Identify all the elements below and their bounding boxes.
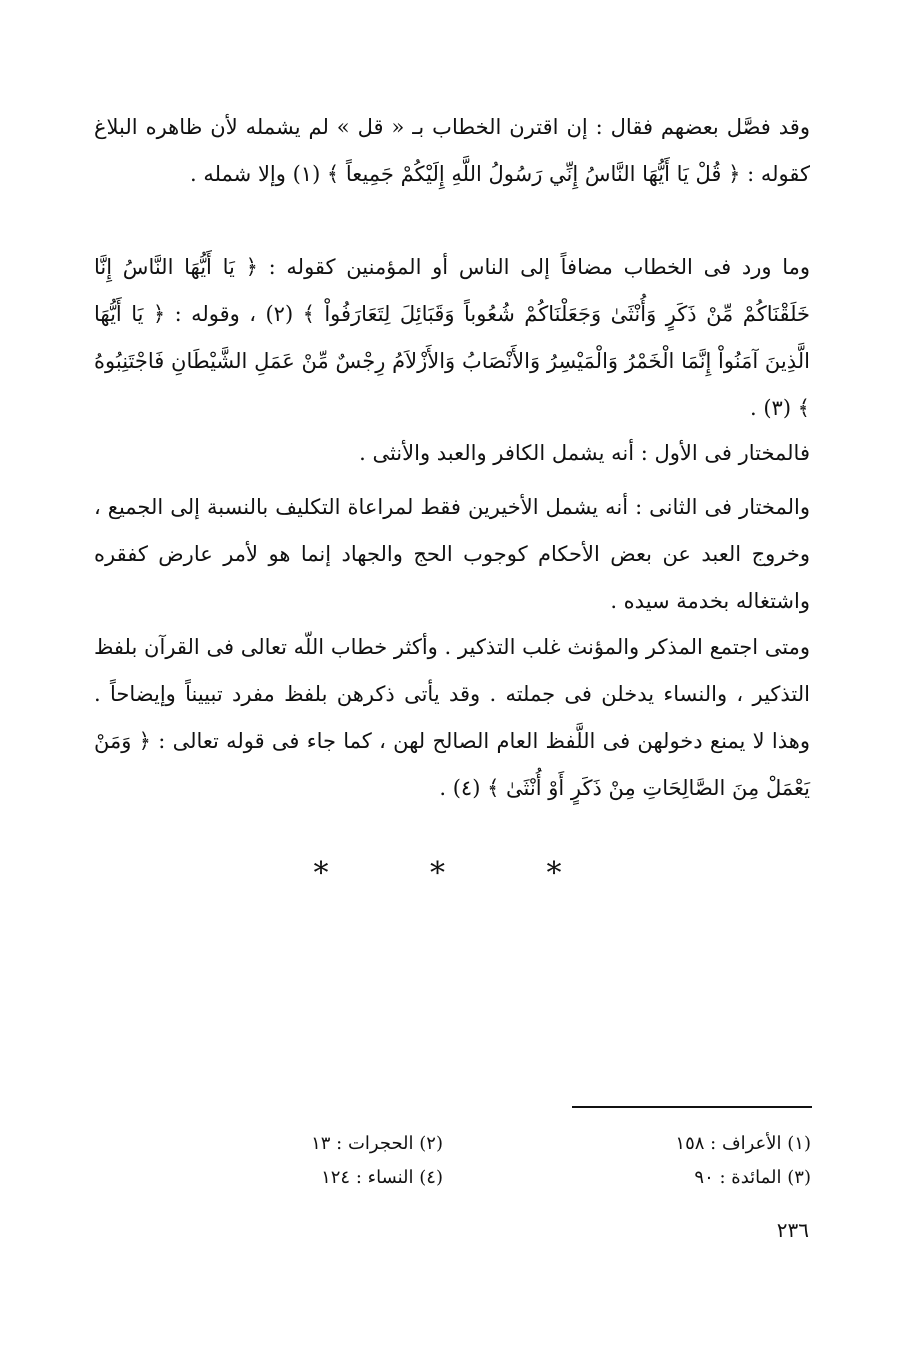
footnote-2: (٢) الحجرات : ١٣ — [311, 1133, 443, 1154]
paragraph-1: وقد فصَّل بعضهم فقال : إن اقترن الخطاب بـ « قل » لم يشمله لأن ظاهره البلاغ كقوله : ﴿ قُلْ يَا أَيُّهَا النَّاسُ إِنِّي رَسُولُ اللَّهِ إِلَيْكُمْ جَمِيعاً ﴾ (١) وإلا شمله . — [94, 115, 810, 186]
footnote-rule — [572, 1106, 812, 1108]
section-separator: * * * — [313, 856, 608, 891]
paragraph-4: والمختار فى الثانى : أنه يشمل الأخيرين فقط لمراعاة التكليف بالنسبة إلى الجميع ، وخروج العبد عن بعض الأحكام كوجوب الحج والجهاد إنما هو لأمر عارض كفقره واشتغاله بخدمة سيده . — [94, 495, 810, 613]
footnote-4: (٤) النساء : ١٢٤ — [321, 1167, 443, 1188]
footnote-1: (١) الأعراف : ١٥٨ — [675, 1133, 811, 1154]
paragraph-3: فالمختار فى الأول : أنه يشمل الكافر والعبد والأنثى . — [359, 441, 810, 465]
footnote-3: (٣) المائدة : ٩٠ — [694, 1167, 811, 1188]
paragraph-5: ومتى اجتمع المذكر والمؤنث غلب التذكير . وأكثر خطاب اللّه تعالى فى القرآن بلفظ التذكير ، والنساء يدخلن فى جملته . وقد يأتى ذكرهن بلفظ مفرد تبييناً وإيضاحاً . وهذا لا يمنع دخولهن فى اللَّفظ العام الصالح لهن ، كما جاء فى قوله تعالى : ﴿ وَمَنْ يَعْمَلْ مِنَ الصَّالِحَاتِ مِنْ ذَكَرٍ أَوْ أُنْثَىٰ ﴾ (٤) . — [94, 635, 810, 800]
paragraph-2: وما ورد فى الخطاب مضافاً إلى الناس أو المؤمنين كقوله : ﴿ يَا أَيُّهَا النَّاسُ إِنَّا خَلَقْنَاكُمْ مِّنْ ذَكَرٍ وَأُنْثَىٰ وَجَعَلْنَاكُمْ شُعُوباً وَقَبَائِلَ لِتَعَارَفُواْ ﴾ (٢) ، وقوله : ﴿ يَا أَيُّهَا الَّذِينَ آمَنُواْ إِنَّمَا الْخَمْرُ وَالْمَيْسِرُ وَالأَنْصَابُ وَالأَزْلاَمُ رِجْسٌ مِّنْ عَمَلِ الشَّيْطَانِ فَاجْتَنِبُوهُ ﴾ (٣) . — [94, 255, 811, 420]
page-number: ٢٣٦ — [776, 1218, 809, 1242]
